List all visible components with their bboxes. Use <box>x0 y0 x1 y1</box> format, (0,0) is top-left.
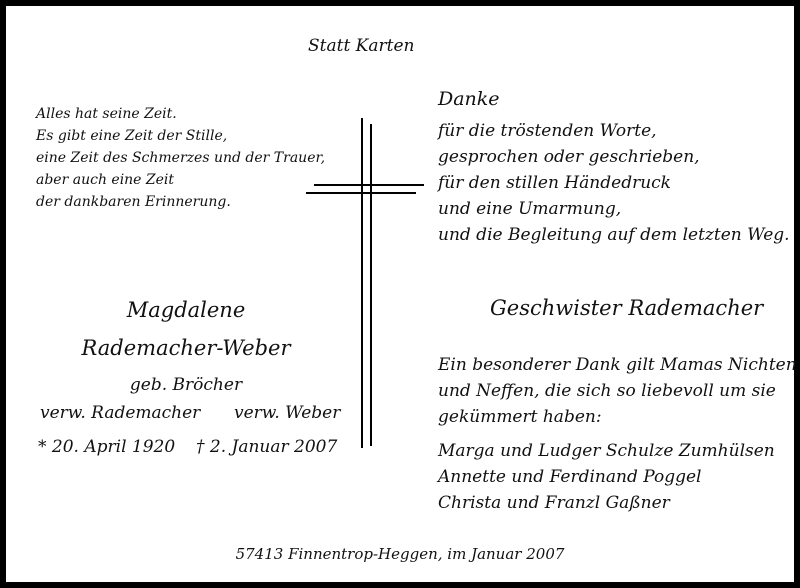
relative-line: Marga und Ludger Schulze Zumhülsen <box>438 441 775 461</box>
verse-line: aber auch eine Zeit <box>36 172 175 188</box>
verse-line: eine Zeit des Schmerzes und der Trauer, <box>36 150 326 166</box>
widow-name-1: verw. Rademacher <box>40 403 201 423</box>
death-date: † 2. Januar 2007 <box>196 437 338 457</box>
family-name: Geschwister Rademacher <box>490 296 764 320</box>
verse-line: der dankbaren Erinnerung. <box>36 194 231 210</box>
thanks-title: Danke <box>438 88 500 110</box>
thanks-line: gesprochen oder geschrieben, <box>438 147 700 167</box>
deceased-first-name: Magdalene <box>126 298 246 322</box>
verse-line: Es gibt eine Zeit der Stille, <box>36 128 228 144</box>
birth-date: * 20. April 1920 <box>38 437 176 457</box>
cross-vertical-line <box>370 124 372 446</box>
thanks-line: für die tröstenden Worte, <box>438 121 657 141</box>
special-thanks-line: und Neffen, die sich so liebevoll um sie <box>438 381 776 401</box>
cross-horizontal-line <box>306 192 416 194</box>
thanks-line: für den stillen Händedruck <box>438 173 671 193</box>
thanks-line: und die Begleitung auf dem letzten Weg. <box>438 225 790 245</box>
relative-line: Christa und Franzl Gaßner <box>438 493 670 513</box>
footer-place-date: 57413 Finnentrop-Heggen, im Januar 2007 <box>235 545 565 563</box>
special-thanks-line: Ein besonderer Dank gilt Mamas Nichten <box>438 355 797 375</box>
cross-vertical-line <box>361 118 363 448</box>
thanks-line: und eine Umarmung, <box>438 199 622 219</box>
deceased-last-name: Rademacher-Weber <box>81 336 291 360</box>
relative-line: Annette und Ferdinand Poggel <box>438 467 702 487</box>
special-thanks-line: gekümmert haben: <box>438 407 602 427</box>
widow-name-2: verw. Weber <box>234 403 341 423</box>
born-name: geb. Bröcher <box>129 375 243 395</box>
cross-horizontal-line <box>314 184 424 186</box>
verse-line: Alles hat seine Zeit. <box>36 106 177 122</box>
header-statt-karten: Statt Karten <box>308 36 415 56</box>
